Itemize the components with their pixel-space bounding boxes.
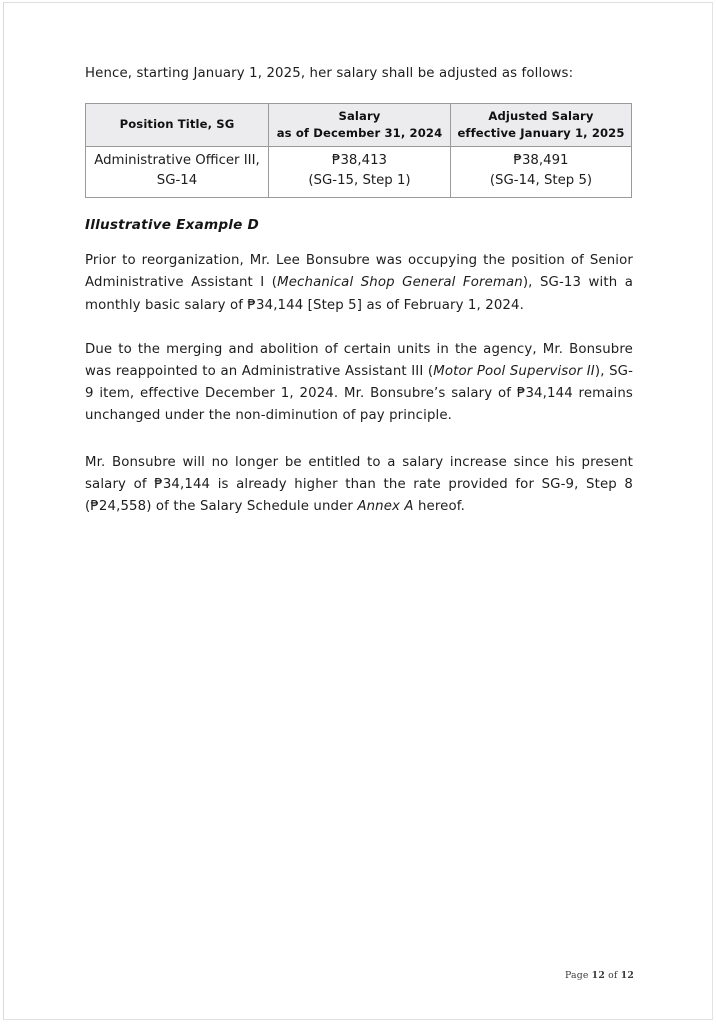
salary-adjusted-detail: (SG-14, Step 5) [489,173,593,189]
table-header-position-title [86,104,269,147]
salary-current-amount: ₱38,413 [332,153,387,169]
cell-salary-adjusted [451,147,632,198]
header-adjusted-line1: Adjusted Salary [488,109,594,124]
example-heading: Illustrative Example D [85,217,259,234]
footer-total-pages: 12 [620,970,634,981]
table-row [86,147,632,198]
position-title-line1: Administrative Officer III, [94,153,260,169]
table-body [86,147,632,198]
document-content [85,0,633,518]
paragraph-one-italic: Mechanical Shop General Foreman [277,275,523,291]
paragraph-three-text-b: hereof. [413,499,465,515]
header-salary-line2: as of December 31, 2024 [276,125,443,140]
position-title-line2: SG-14 [156,173,198,189]
paragraph-two [85,339,633,428]
table-header-salary [269,104,451,147]
footer-current-page: 12 [591,970,605,981]
paragraph-three-italic: Annex A [357,499,414,515]
cell-salary-current [269,147,451,198]
table-header-row [86,104,632,147]
table-header-row-group [86,104,632,147]
salary-current-detail: (SG-15, Step 1) [308,173,411,189]
header-salary-line1: Salary [338,109,381,124]
header-position-title-line1: Position Title, SG [119,117,235,132]
page-footer [0,970,716,981]
intro-paragraph: Hence, starting January 1, 2025, her salary shall be adjusted as follows: [85,66,574,81]
paragraph-two-text-b: ), SG-9 item, effective December 1, 2024. Mr. Bonsubre’s salary of ₱34,144 remains unchanged under the non-diminution of pay principle. [85,364,634,424]
cell-position-title [86,147,269,198]
paragraph-one-text-b: ), SG-13 with a monthly basic salary of ₱34,144 [Step 5] as of February 1, 2024. [85,275,633,313]
header-adjusted-line2: effective January 1, 2025 [457,125,625,140]
paragraph-two-italic: Motor Pool Supervisor II [433,364,595,380]
salary-adjusted-amount: ₱38,491 [513,153,569,169]
paragraph-two-text-a: Due to the merging and abolition of certain units in the agency, Mr. Bonsubre was reappointed to an Administrative Assistant III ( [85,341,633,380]
table-header-adjusted-salary [451,104,632,147]
paragraph-one-text-a: Prior to reorganization, Mr. Lee Bonsubre was occupying the position of Senior Administrative Assistant I ( [85,253,633,291]
footer-prefix: Page [564,970,592,981]
paragraph-three-text-a: Mr. Bonsubre will no longer be entitled to a salary increase since his present salary of ₱34,144 is already higher than the rate provided for SG-9, Step 8 (₱24,558) of the Salary Schedule under [85,454,633,515]
footer-middle: of [604,970,621,981]
paragraph-one [85,250,633,317]
salary-adjustment-table [85,103,632,198]
paragraph-three [85,452,633,519]
